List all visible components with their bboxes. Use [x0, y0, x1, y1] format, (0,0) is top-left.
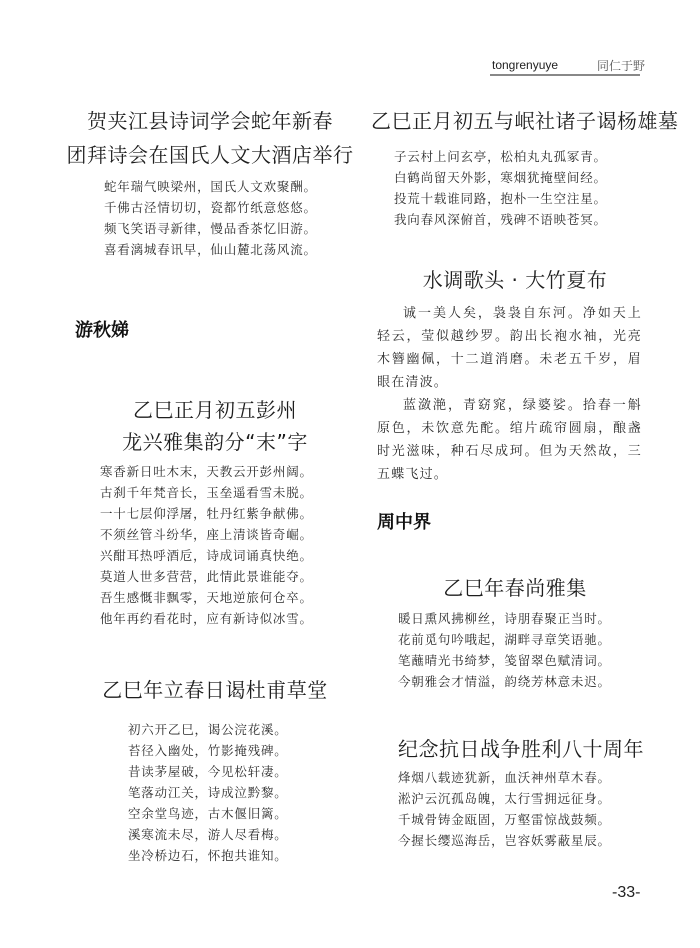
poem-line: 暖日熏风拂柳丝，诗朋春聚正当时。: [398, 611, 611, 626]
author-name: 周中界: [377, 512, 431, 533]
poem-body: [398, 608, 611, 692]
poem-line: 吾生感慨非飘零，天地逆旅何仓卒。: [100, 590, 313, 605]
poem-line: 淞沪云沉孤岛魄，太行雪拥远征身。: [398, 791, 611, 806]
header-column-name: 同仁于野: [597, 59, 646, 73]
poem-body: [100, 461, 313, 629]
poem-line: 喜看漓城春讯早，仙山麓北荡风流。: [104, 242, 317, 257]
poem-line: 寒香新日吐木末，天教云开彭州阔。: [100, 464, 313, 479]
poem-line: 投荒十载谁同路，抱朴一生空注星。: [394, 191, 607, 206]
poem-line: 子云村上问玄亭，松柏丸丸孤冢青。: [394, 149, 607, 164]
poem-line: 笔蘸晴光书绮梦，笺留翠色赋清词。: [398, 653, 611, 668]
poem-paragraph: 蓝潋滟，青窈窕，绿婆娑。拾春一斛原色，未饮意先酡。绾片疏帘圆扇，酿盏时光滋味，种石尽成珂。但为天然故，三五蝶飞过。: [377, 398, 642, 482]
poem-line: 苔径入幽处，竹影掩残碑。: [128, 743, 288, 758]
poem-line: 烽烟八载迹犹新，血沃神州草木春。: [398, 770, 611, 785]
poem-line: 莫道人世多营营，此情此景谁能夺。: [100, 569, 313, 584]
poem-title-line: 贺夹江县诗词学会蛇年新春: [87, 109, 333, 133]
poem-title-line: 乙巳正月初五彭州: [133, 398, 297, 422]
poem-line: 千佛古泾情切切，瓷都竹纸意悠悠。: [104, 200, 317, 215]
poem-line: 溪寒流未尽，游人尽看梅。: [128, 827, 288, 842]
poem-title: 水调歌头 · 大竹夏布: [422, 268, 608, 292]
poem-body: [394, 146, 607, 230]
poem-title-line: 团拜诗会在国氏人文大酒店举行: [66, 143, 354, 167]
header-rule: [490, 74, 640, 76]
page-number: -33-: [612, 884, 641, 901]
poem-line: 古刹千年梵音长，玉垒遥看雪未脱。: [100, 485, 313, 500]
poem-paragraph: 诚一美人矣，袅袅自东河。净如天上轻云，莹似越纱罗。韵出长袍水袖，光亮木簪幽佩，十二道消磨。未老五千岁，眉眼在清波。: [377, 306, 642, 390]
poem-body: [398, 767, 611, 851]
poem-line: 不须丝管斗纷华，座上清谈皆奇崛。: [100, 527, 313, 542]
poem-line: 我向春风深俯首，残碑不语映苍冥。: [394, 212, 607, 227]
poem-line: 昔读茅屋破，今见松轩凄。: [128, 764, 288, 779]
poem-line: 空余堂鸟迹，古木偃旧篱。: [128, 806, 288, 821]
header-site-name: tongrenyuye: [492, 58, 559, 72]
poem-line: 兴酣耳热呼酒卮，诗成词诵真快绝。: [100, 548, 313, 563]
poem-title: 纪念抗日战争胜利八十周年: [398, 737, 644, 761]
poem-body: [128, 719, 288, 866]
poem-line: 今握长缨巡海岳，岂容妖雾蔽星辰。: [398, 833, 611, 848]
poem-line: 频飞笑语寻新律，慢品香茶忆旧游。: [104, 221, 317, 236]
poem-line: 蛇年瑞气映梁州，国氏人文欢聚酬。: [104, 179, 317, 194]
poem-line: 笔落动江关，诗成泣黔黎。: [128, 785, 288, 800]
poem-title: [65, 394, 365, 458]
author-name: 游秋娣: [75, 320, 129, 341]
poem-title: 乙巳正月初五与岷社诸子谒杨雄墓: [371, 109, 679, 133]
poem-title: 乙巳年立春日谒杜甫草堂: [102, 678, 328, 702]
poem-body: [104, 176, 317, 260]
poem-title-line: 龙兴雅集韵分“末”字: [122, 430, 308, 454]
poem-line: 千城骨铸金瓯固，万壑雷惊战鼓频。: [398, 812, 611, 827]
poem-line: 一十七层仰浮屠，牡丹红紫争献佛。: [100, 506, 313, 521]
poem-line: 他年再约看花时，应有新诗似冰雪。: [100, 611, 313, 626]
poem-title: [60, 104, 360, 172]
poem-body: [377, 302, 642, 486]
poem-line: 坐冷桥边石，怀抱共谁知。: [128, 848, 288, 863]
poem-line: 今朝雅会才情溢，韵绕芳林意未迟。: [398, 674, 611, 689]
poem-line: 花前觅句吟哦起，湖畔寻章笑语驰。: [398, 632, 611, 647]
poem-line: 白鹤尚留天外影，寒烟犹掩壁间经。: [394, 170, 607, 185]
poem-line: 初六开乙巳，谒公浣花溪。: [128, 722, 288, 737]
poem-title: 乙巳年春尚雅集: [443, 576, 587, 600]
